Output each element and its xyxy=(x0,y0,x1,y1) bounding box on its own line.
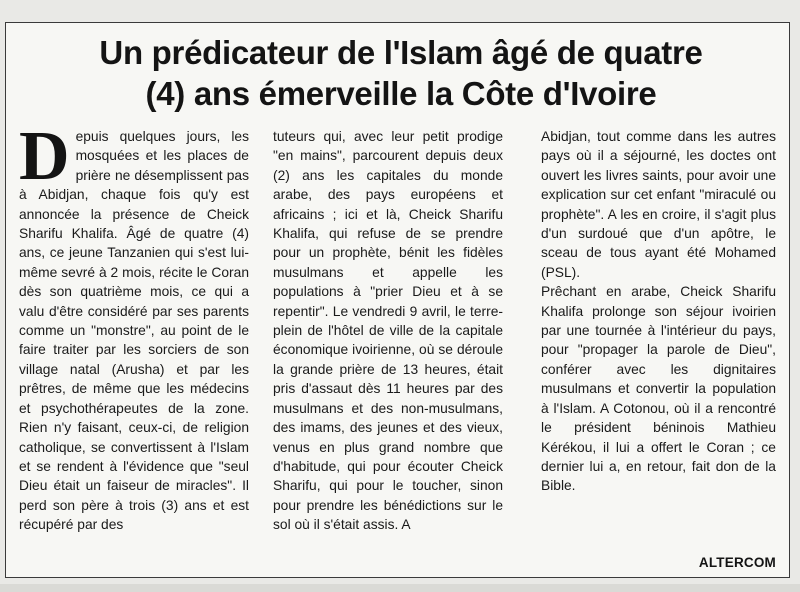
drop-cap: D xyxy=(19,118,70,195)
headline-line-1: Un prédicateur de l'Islam âgé de quatre xyxy=(99,34,703,71)
column-1-text: epuis quelques jours, les mosquées et les places de prière ne désemplissent pas à Abidjan, chaque fois qu'y est annoncée la présence de Cheick Sharifu Khalifa. Âgé de quatre (4) ans, ce jeune Tanzanien qui s'est lui-même sevré à 2 mois, récite le Coran dès son quatrième mois, ce qui a valu d'être considéré par ses parents comme un "monstre", au point de le faire traiter par les sorciers de son village natal (Arusha) et par les prêtres, de même que les médecins et psychothérapeutes de la zone. Rien n'y faisant, ceux-ci, de religion catholique, se convertissent à l'Islam et se rendent à l'évidence que "seul Dieu était un faiseur de miracles". Il perd son père à trois (3) ans et est récupéré par des xyxy=(19,129,249,533)
article-column-1 xyxy=(19,118,249,535)
article-headline xyxy=(20,32,782,114)
column-3-paragraph-2: Prêchant en arabe, Cheick Sharifu Khalifa prolonge son séjour ivoirien par une tournée à l'intérieur du pays, pour "propager la parole de Dieu", conférer avec les dignitaires musulmans et convertir la population à l'Islam. A Cotonou, où il a rencontré le président béninois Mathieu Kérékou, il lui a offert le Coran ; ce dernier lui a, en retour, fait don de la Bible. xyxy=(541,284,776,494)
article-column-2 xyxy=(273,127,503,535)
column-3-paragraph-1: Abidjan, tout comme dans les autres pays où il a séjourné, les doctes ont ouvert les livres saints, pour avoir une explication sur cet enfant "miraculé ou prophète". A les en croire, il s'agit plus d'un surdoué que d'un apôtre, le sceau de tous ayant été Mohamed (PSL). xyxy=(541,129,776,280)
article-signature: ALTERCOM xyxy=(698,555,776,570)
column-2-text: tuteurs qui, avec leur petit prodige "en mains", parcourent depuis deux (2) ans les capitales du monde arabe, des pays européens et africains ; ici et là, Cheick Sharifu Khalifa, qui refuse de se prendre pour un prophète, bénit les fidèles musulmans et appelle les populations à "prier Dieu et à se repentir". Le vendredi 9 avril, le terre-plein de l'hôtel de ville de la capitale économique ivoirienne, où se déroule la grande prière de 13 heures, était pris d'assaut dès 11 heures par des musulmans et des non-musulmans, des imams, des jeunes et des vieux, venus en plus grand nombre que d'habitude, qui pour écouter Cheick Sharifu, qui pour le toucher, sinon pour prendre les bénédictions sur le sol où il s'était assis. A xyxy=(273,129,503,533)
page-bottom-edge xyxy=(0,584,800,592)
article-column-3 xyxy=(541,127,776,496)
headline-line-2: (4) ans émerveille la Côte d'Ivoire xyxy=(145,75,657,112)
column-1-paragraph xyxy=(19,118,249,535)
